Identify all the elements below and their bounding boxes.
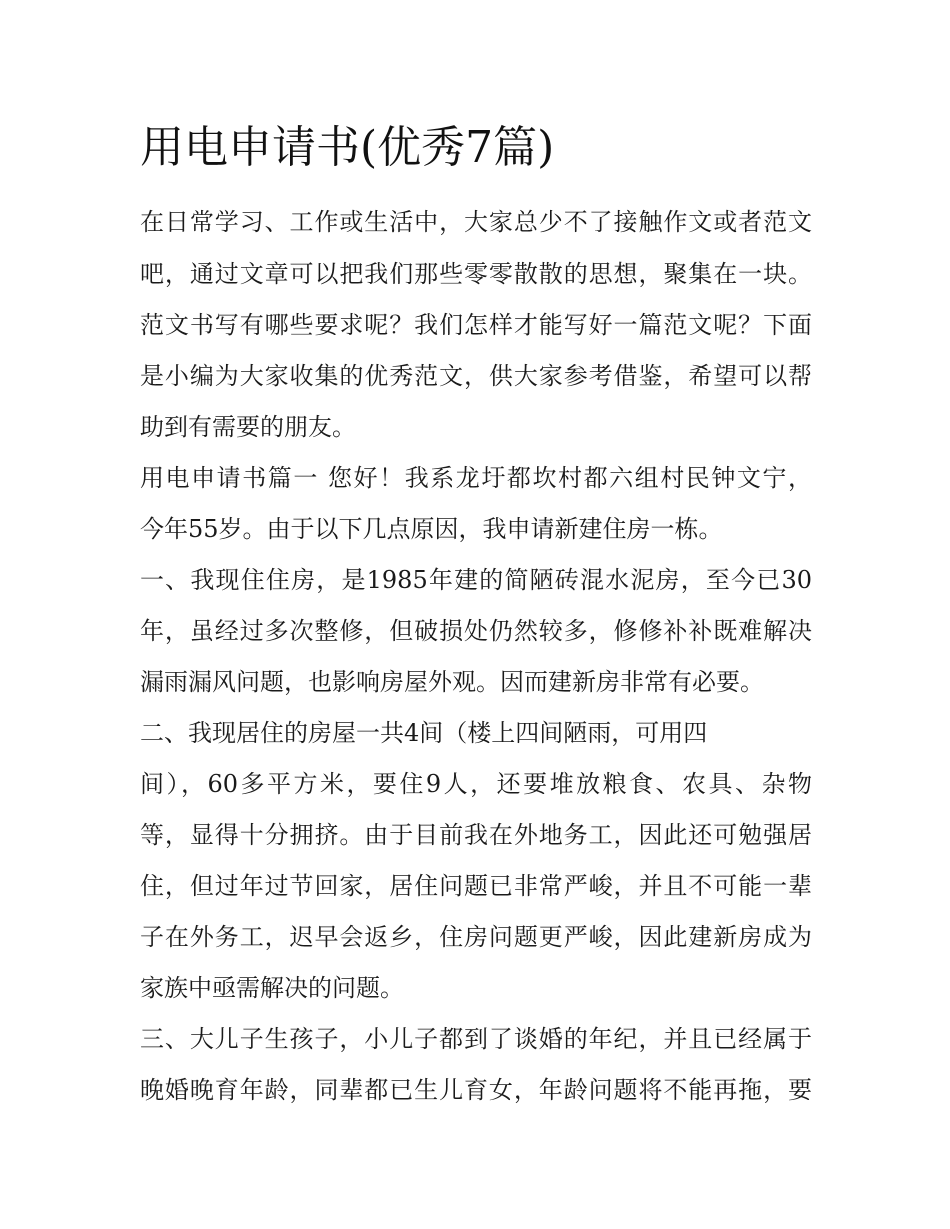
paragraph-line: 是小编为大家收集的优秀范文，供大家参考借鉴，希望可以帮 [140, 362, 812, 390]
paragraph-line: 年，虽经过多次整修，但破损处仍然较多，修修补补既难解决 [140, 617, 812, 645]
paragraph-line: 家族中亟需解决的问题。 [140, 974, 404, 1002]
paragraph-line: 等，显得十分拥挤。由于目前我在外地务工，因此还可勉强居 [140, 821, 812, 849]
paragraph-line: 吧，通过文章可以把我们那些零零散散的思想，聚集在一块。 [140, 260, 812, 288]
paragraph-line: 用电申请书篇一 您好！我系龙圩都坎村都六组村民钟文宁， [140, 464, 812, 492]
paragraph-line: 范文书写有哪些要求呢？我们怎样才能写好一篇范文呢？下面 [140, 311, 812, 339]
paragraph-line: 一、我现住住房，是1985年建的简陋砖混水泥房，至今已30 [140, 566, 812, 594]
paragraph-line: 间），60多平方米，要住9人，还要堆放粮食、农具、杂物 [140, 770, 812, 798]
paragraph-line: 子在外务工，迟早会返乡，住房问题更严峻，因此建新房成为 [140, 923, 812, 951]
paragraph-line: 助到有需要的朋友。 [140, 413, 356, 441]
paragraph-line: 漏雨漏风问题，也影响房屋外观。因而建新房非常有必要。 [140, 668, 764, 696]
paragraph-line: 三、大儿子生孩子，小儿子都到了谈婚的年纪，并且已经属于 [140, 1025, 812, 1053]
paragraph-line: 住，但过年过节回家，居住问题已非常严峻，并且不可能一辈 [140, 872, 812, 900]
document-title: 用电申请书(优秀7篇) [140, 122, 555, 173]
paragraph-line: 今年55岁。由于以下几点原因，我申请新建住房一栋。 [140, 515, 723, 543]
paragraph-line: 在日常学习、工作或生活中，大家总少不了接触作文或者范文 [140, 208, 812, 236]
paragraph-line: 二、我现居住的房屋一共4间（楼上四间陋雨，可用四 [140, 719, 708, 747]
paragraph-line: 晚婚晚育年龄，同辈都已生儿育女，年龄问题将不能再拖，要 [140, 1076, 812, 1104]
